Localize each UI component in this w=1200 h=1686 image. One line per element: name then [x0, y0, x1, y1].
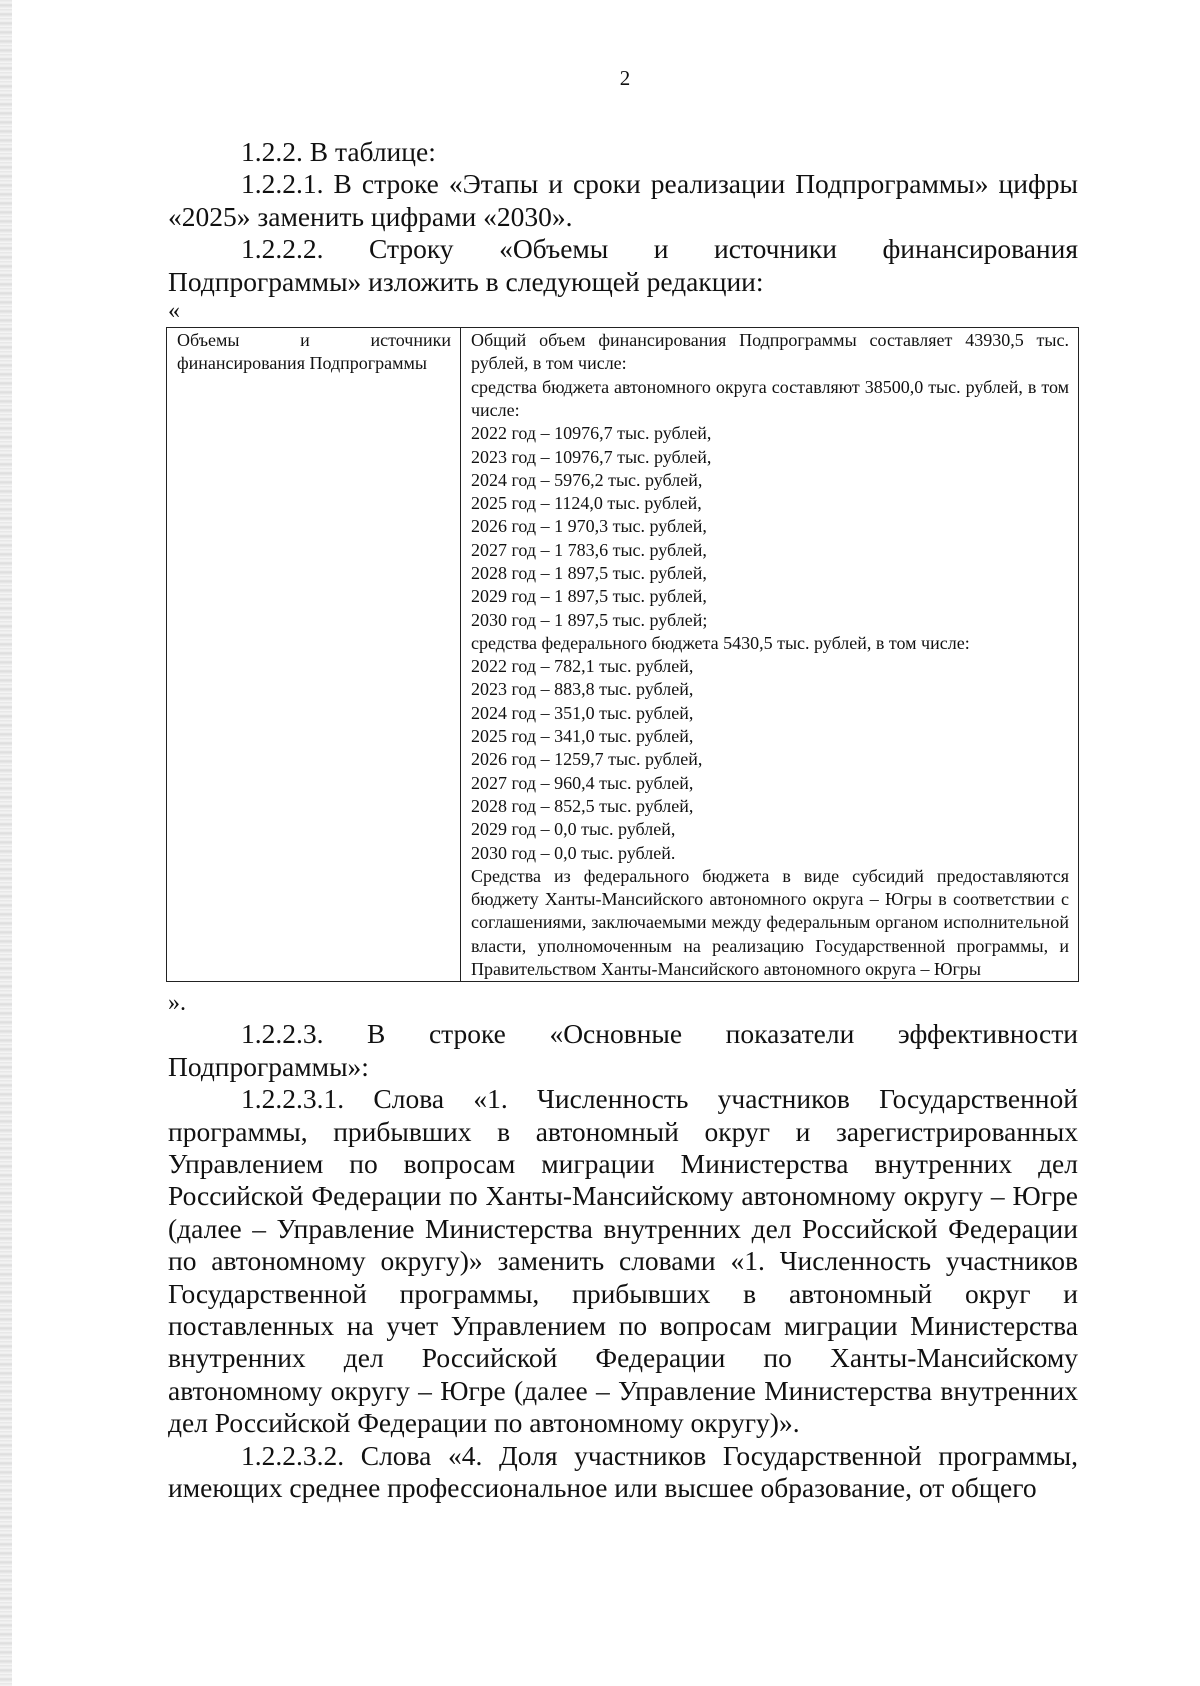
- scan-edge: [0, 0, 12, 1686]
- paragraph-1-2-2-3-1: 1.2.2.3.1. Слова «1. Численность участников Государственной программы, прибывших в автономный округ и зарегистрированных Управлением по вопросам миграции Министерства внутренних дел Российской Федерации по Ханты-Мансийскому автономному округу – Югре (далее – Управление Министерства внутренних дел Российской Федерации по автономному округу)» заменить словами «1. Численность участников Государственной программы, прибывших в автономный округ и поставленных на учет Управлением по вопросам миграции Министерства внутренних дел Российской Федерации по Ханты-Мансийскому автономному округу – Югре (далее – Управление Министерства внутренних дел Российской Федерации по автономному округу)».: [168, 1083, 1078, 1439]
- paragraph-1-2-2: 1.2.2. В таблице:: [241, 136, 436, 167]
- federal-year-line: 2029 год – 0,0 тыс. рублей,: [471, 819, 676, 840]
- table-row: [167, 328, 1079, 982]
- quote-close: ».: [168, 990, 186, 1017]
- regional-year-line: 2024 год – 5976,2 тыс. рублей,: [471, 469, 703, 490]
- page-number: 2: [619, 66, 631, 90]
- federal-year-line: 2023 год – 883,8 тыс. рублей,: [471, 679, 694, 700]
- table-right-cell: [461, 328, 1079, 982]
- regional-year-line: 2026 год – 1 970,3 тыс. рублей,: [471, 516, 707, 537]
- federal-year-line: 2026 год – 1259,7 тыс. рублей,: [471, 749, 703, 770]
- financing-total: Общий объем финансирования Подпрограммы составляет 43930,5 тыс. рублей, в том числе:: [471, 330, 1069, 374]
- federal-year-line: 2025 год – 341,0 тыс. рублей,: [471, 726, 694, 747]
- paragraph-1-2-2-1: 1.2.2.1. В строке «Этапы и сроки реализации Подпрограммы» цифры «2025» заменить цифрами «2030».: [168, 168, 1078, 232]
- paragraph-1-2-2-2: 1.2.2.2. Строку «Объемы и источники финансирования Подпрограммы» изложить в следующей редакции:: [168, 233, 1078, 297]
- federal-subsidy-note: Средства из федерального бюджета в виде субсидий предоставляются бюджету Ханты-Мансийского автономного округа – Югры в соответствии с соглашениями, заключаемыми между федеральным органом исполнительной власти, уполномоченным на реализацию Государственной программы, и Правительством Ханты-Мансийского автономного округа – Югры: [471, 865, 1069, 980]
- federal-year-line: 2030 год – 0,0 тыс. рублей.: [471, 842, 676, 863]
- federal-year-line: 2028 год – 852,5 тыс. рублей,: [471, 795, 694, 816]
- federal-year-line: 2024 год – 351,0 тыс. рублей,: [471, 702, 694, 723]
- regional-year-line: 2029 год – 1 897,5 тыс. рублей,: [471, 586, 707, 607]
- table-left-cell: Объемы и источники финансирования Подпрограммы: [167, 328, 461, 982]
- federal-budget-intro: средства федерального бюджета 5430,5 тыс. рублей, в том числе:: [471, 632, 970, 653]
- document-body: [168, 136, 1078, 1504]
- regional-year-line: 2027 год – 1 783,6 тыс. рублей,: [471, 539, 707, 560]
- regional-budget-intro: средства бюджета автономного округа составляют 38500,0 тыс. рублей, в том числе:: [471, 376, 1069, 420]
- quote-open: «: [168, 298, 180, 325]
- regional-year-line: 2025 год – 1124,0 тыс. рублей,: [471, 493, 702, 514]
- regional-year-line: 2022 год – 10976,7 тыс. рублей,: [471, 423, 712, 444]
- federal-year-line: 2027 год – 960,4 тыс. рублей,: [471, 772, 694, 793]
- regional-year-line: 2030 год – 1 897,5 тыс. рублей;: [471, 609, 708, 630]
- federal-year-line: 2022 год – 782,1 тыс. рублей,: [471, 656, 694, 677]
- paragraph-1-2-2-3-2: 1.2.2.3.2. Слова «4. Доля участников Государственной программы, имеющих среднее профессиональное или высшее образование, от общего: [168, 1439, 1078, 1504]
- regional-year-line: 2023 год – 10976,7 тыс. рублей,: [471, 446, 712, 467]
- financing-table: [166, 327, 1079, 982]
- regional-year-line: 2028 год – 1 897,5 тыс. рублей,: [471, 563, 707, 583]
- paragraph-1-2-2-3: 1.2.2.3. В строке «Основные показатели эффективности Подпрограммы»:: [168, 1018, 1078, 1082]
